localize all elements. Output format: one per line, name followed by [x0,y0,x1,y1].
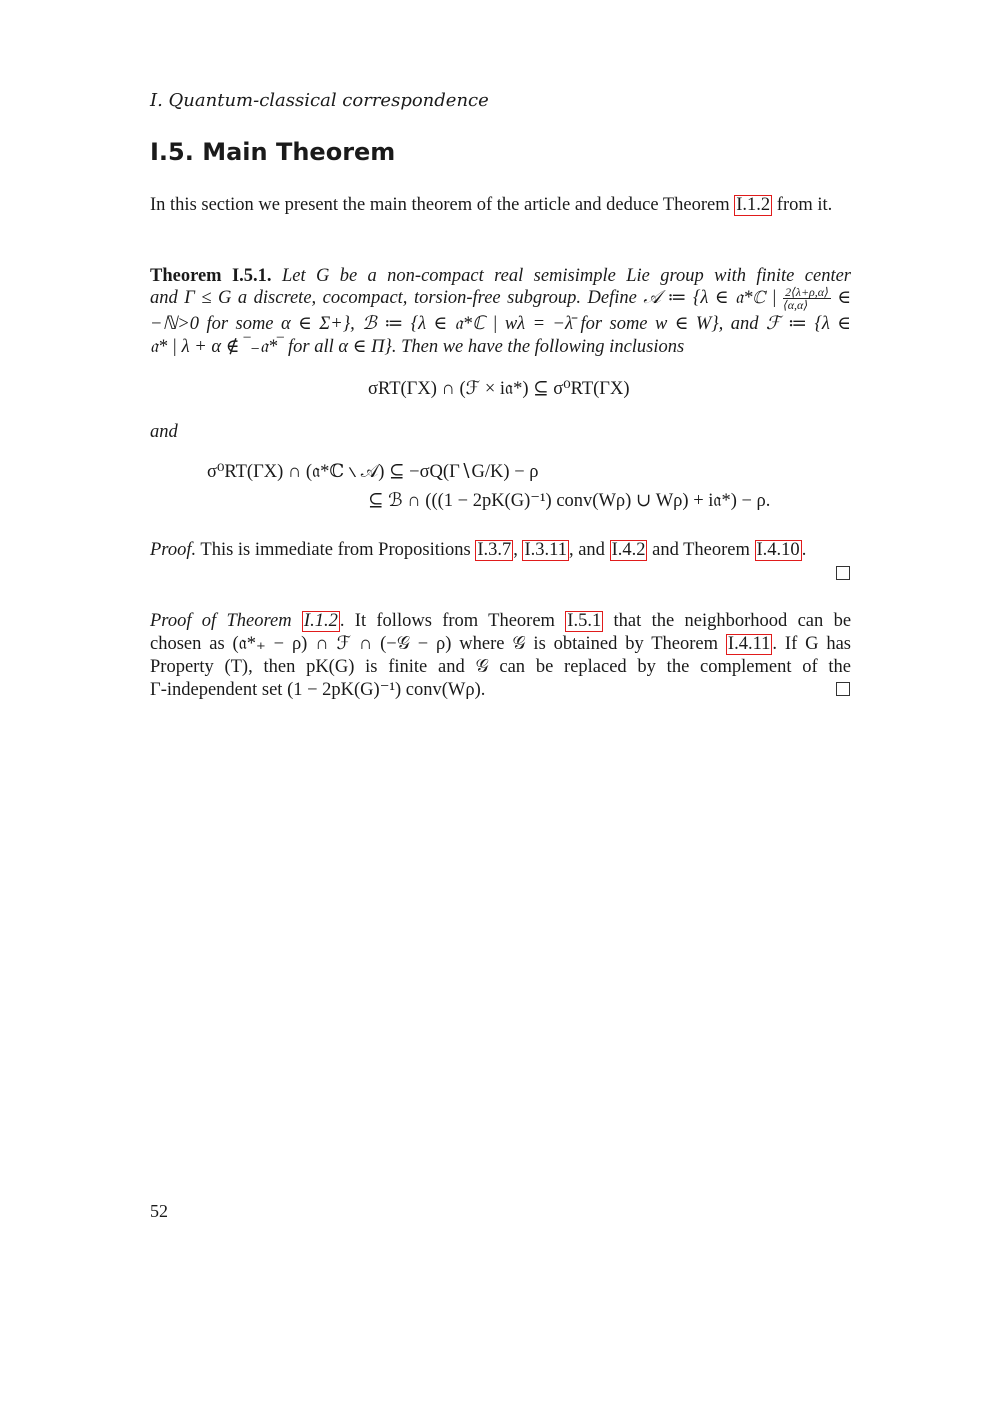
ref-link-I-3-11[interactable]: I.3.11 [524,540,567,560]
proof-of-theorem-paragraph: Proof of Theorem I.1.2 . It follows from Theorem I.5.1 that the neighborhood can be chosen as (𝔞*₊ − ρ) ∩ ℱ ∩ (−𝒢 − ρ) where 𝒢 is obtained by Theorem I.4.11 . If G has Property (T), then pK(G) is finite and 𝒢 can be replaced by the complement of the Γ-independent set (1 − 2pK(G)⁻¹) conv(Wρ). [150,611,852,700]
ref-link-intro[interactable]: I.1.2 [736,195,771,215]
ref-link-I-4-10[interactable]: I.4.10 [756,540,800,560]
theorem-line-2-end: ∈ [837,287,852,308]
proof-and-1: and [578,540,605,560]
theorem-line-2: and Γ ≤ G a discrete, cocompact, torsion-free subgroup. Define 𝒜 ≔ {λ ∈ 𝔞*ℂ | [150,287,777,308]
ref-link-I-3-7[interactable]: I.3.7 [477,540,512,560]
proof-and-2: and Theorem [652,540,750,560]
proof2-line-3: Property (T), then pK(G) is finite and 𝒢 can be replaced by the complement of the [150,657,851,677]
proof2-line-2a: chosen as (𝔞*₊ − ρ) ∩ ℱ ∩ (−𝒢 − ρ) where 𝒢 is obtained by Theorem [150,634,719,654]
ref-link-I-5-1[interactable]: I.5.1 [567,611,602,631]
equation-2-line-2: ⊆ ℬ ∩ (((1 − 2pK(G)⁻¹) conv(Wρ) ∪ Wρ) + i𝔞*) − ρ. [368,491,771,511]
proof2-label: Proof of Theorem [150,611,292,631]
and-word: and [150,422,178,442]
equation-1: σRT(ΓX) ∩ (ℱ × i𝔞*) ⊆ σ⁰RT(ΓX) [368,379,630,399]
proof-text: This is immediate from Propositions [200,540,471,560]
section-heading: I.5. Main Theorem [150,138,396,166]
fraction-denominator: ⟨α,α⟩ [783,298,809,312]
theorem-fraction [783,286,831,311]
intro-paragraph [150,194,851,217]
theorem-line-3: −ℕ>0 for some α ∈ Σ+}, ℬ ≔ {λ ∈ 𝔞*ℂ | wλ = −λ̄ for some w ∈ W}, and ℱ ≔ {λ ∈ [150,314,851,334]
proof2-line-2b: If G has [784,634,851,654]
theorem-line-4: 𝔞* | λ + α ∉ ‾₋𝔞*‾ for all α ∈ Π}. Then we have the following inclusions [150,337,685,357]
proof2-text-1: It follows from Theorem [354,611,555,631]
theorem-block [150,265,851,359]
running-header: I. Quantum-classical correspondence [150,90,489,111]
theorem-line-1: Let G be a non-compact real semisimple Lie group with finite center [281,266,852,286]
ref-link-I-4-2[interactable]: I.4.2 [611,540,646,560]
qed-square-1 [836,566,850,580]
intro-text: In this section we present the main theorem of the article and deduce Theorem [150,195,730,215]
ref-link-I-4-11[interactable]: I.4.11 [727,634,771,654]
ref-link-I-1-2[interactable]: I.1.2 [303,611,338,631]
theorem-label: Theorem I.5.1. [150,266,272,286]
proof-label: Proof. [150,540,197,560]
qed-square-2 [836,682,850,696]
page-number: 52 [150,1201,168,1221]
proof2-line-4: Γ-independent set (1 − 2pK(G)⁻¹) conv(Wρ). [150,680,486,700]
equation-2-line-1: σ⁰RT(ΓX) ∩ (𝔞*ℂ ∖ 𝒜) ⊆ −σQ(Γ∖G/K) − ρ [207,462,539,482]
intro-text-2: from it. [776,195,833,215]
proof-paragraph: Proof. This is immediate from Propositions I.3.7 , I.3.11 , and I.4.2 and Theorem I.4.10 . [150,540,807,560]
fraction-numerator: 2⟨λ+ρ,α⟩ [785,285,829,299]
proof2-text-2: that the neighborhood can be [613,611,852,631]
